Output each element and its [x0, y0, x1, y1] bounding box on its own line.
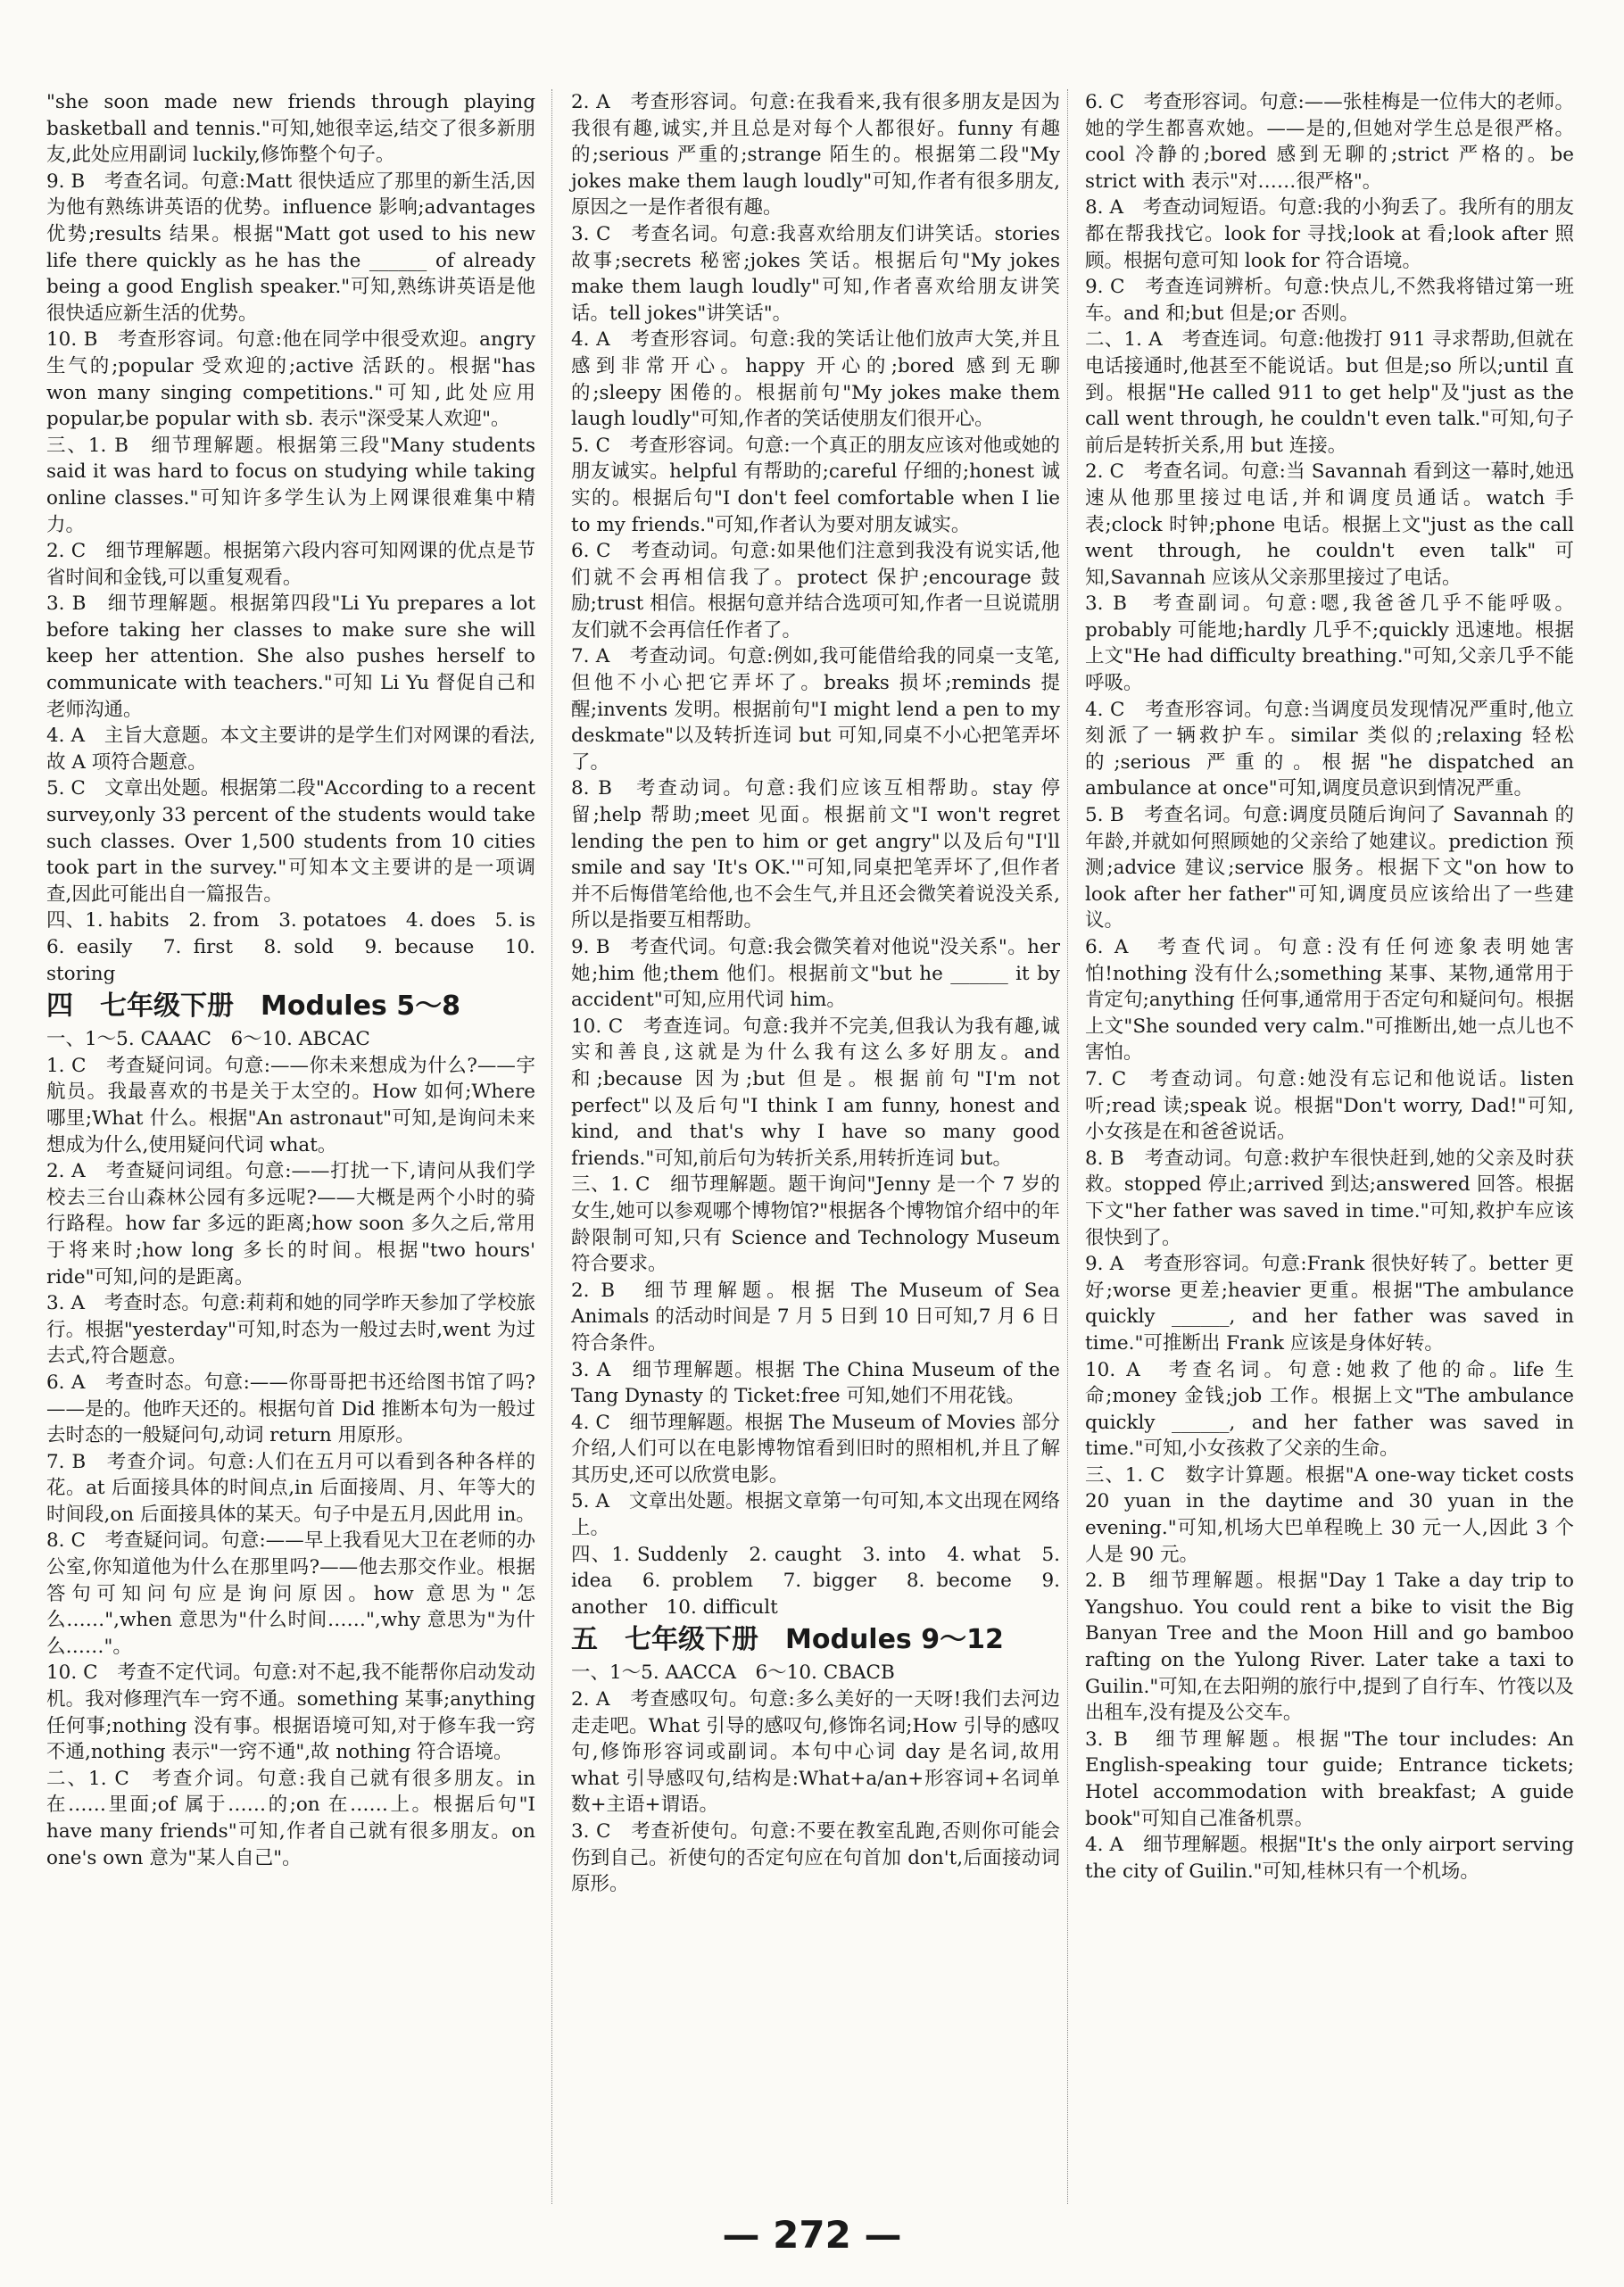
answer-item: 3. B 细节理解题。根据第四段"Li Yu prepares a lot before taking her classes to make sure she will keep her attention. She also pushes herself to communicate with teachers."可知 Li Yu 督促自己和老师沟通。 [46, 592, 535, 721]
answer-item: 三、1. C 细节理解题。题干询问"Jenny 是一个 7 岁的女生,她可以参观哪个博物馆?"根据各个博物馆介绍中的年龄限制可知,只有 Science and Technology Museum 符合要求。 [571, 1173, 1060, 1276]
column-divider [1067, 89, 1068, 2204]
column-right [1085, 89, 1574, 2204]
answer-item: 8. C 考查疑问词。句意:——早上我看见大卫在老师的办公室,你知道他为什么在那里吗?——他去那交作业。根据答句可知问句应是询问原因。how 意思为"怎么……",when 意思为"什么时间……",why 意思为"为什么……"。 [46, 1529, 535, 1658]
answer-item: 2. B 细节理解题。根据 The Museum of Sea Animals 的活动时间是 7 月 5 日到 10 日可知,7 月 6 日符合条件。 [571, 1279, 1060, 1355]
answer-item: 1. C 考查疑问词。句意:——你未来想成为什么?——宇航员。我最喜欢的书是关于太空的。How 如何;Where 哪里;What 什么。根据"An astronaut"可知,是询问未来想成为什么,使用疑问代词 what。 [46, 1054, 535, 1156]
answer-item: 3. C 考查祈使句。句意:不要在教室乱跑,否则你可能会伤到自己。祈使句的否定句应在句首加 don't,后面接动词原形。 [571, 1820, 1060, 1896]
answer-item: 一、1～5. AACCA 6～10. CBACB [571, 1661, 895, 1685]
answer-item: 7. C 考查动词。句意:她没有忘记和他说话。listen 听;read 读;speak 说。根据"Don't worry, Dad!"可知,小女孩是在和爸爸说话。 [1085, 1067, 1574, 1144]
answer-item: 10. A 考查名词。句意:她救了他的命。life 生命;money 金钱;job 工作。根据上文"The ambulance quickly ______, and her father was saved in time."可知,小女孩救了父亲的生命。 [1085, 1358, 1574, 1461]
answer-item: 8. B 考查动词。句意:我们应该互相帮助。stay 停留;help 帮助;meet 见面。根据前文"I won't regret lending the pen to him or get angry"以及后句"I'll smile and say 'It's OK.'"可知,同桌把笔弄坏了,但作者并不后悔借笔给他,也不会生气,并且还会微笑着说没关系,所以是指要互相帮助。 [571, 777, 1060, 932]
answer-item: 8. B 考查动词。句意:救护车很快赶到,她的父亲及时获救。stopped 停止;arrived 到达;answered 回答。根据下文"her father was saved in time."可知,救护车应该很快到了。 [1085, 1147, 1574, 1249]
answer-item: 2. A 考查形容词。句意:在我看来,我有很多朋友是因为我很有趣,诚实,并且总是对每个人都很好。funny 有趣的;serious 严重的;strange 陌生的。根据第二段"My jokes make them laugh loudly"可知,作者有很多朋友,原因之一是作者很有趣。 [571, 91, 1060, 220]
answer-item: 4. A 主旨大意题。本文主要讲的是学生们对网课的看法,故 A 项符合题意。 [46, 725, 535, 774]
answer-item: 9. B 考查代词。句意:我会微笑着对他说"没关系"。her 她;him 他;them 他们。根据前文"but he ______ it by accident"可知,应用代词 him。 [571, 936, 1060, 1012]
answer-item: 4. A 考查形容词。句意:我的笑话让他们放声大笑,并且感到非常开心。happy 开心的;bored 感到无聊的;sleepy 困倦的。根据前句"My jokes make them laugh loudly"可知,作者的笑话使朋友们很开心。 [571, 328, 1060, 431]
answer-item: 3. A 细节理解题。根据 The China Museum of the Tang Dynasty 的 Ticket:free 可知,她们不用花钱。 [571, 1358, 1060, 1408]
answer-item: 2. C 考查名词。句意:当 Savannah 看到这一幕时,她迅速从他那里接过电话,并和调度员通话。watch 手表;clock 时钟;phone 电话。根据上文"just as the call went through, he couldn't even talk"可知,Savannah 应该从父亲那里接过了电话。 [1085, 460, 1574, 589]
answer-item: 2. C 细节理解题。根据第六段内容可知网课的优点是节省时间和金钱,可以重复观看。 [46, 540, 535, 589]
answer-item: 4. C 细节理解题。根据 The Museum of Movies 部分介绍,人们可以在电影博物馆看到旧时的照相机,并且了解其历史,还可以欣赏电影。 [571, 1411, 1060, 1487]
answer-item: 四、1. habits 2. from 3. potatoes 4. does 5. is 6. easily 7. first 8. sold 9. because 10. storing [46, 909, 555, 985]
answer-item: 7. A 考查动词。句意:例如,我可能借给我的同桌一支笔,但他不小心把它弄坏了。breaks 损坏;reminds 提醒;invents 发明。根据前句"I might lend a pen to my deskmate"以及转折连词 but 可知,同桌不小心把笔弄坏了。 [571, 645, 1060, 774]
answer-item: 6. A 考查时态。句意:——你哥哥把书还给图书馆了吗?——是的。他昨天还的。根据句首 Did 推断本句为一般过去时态的一般疑问句,动词 return 用原形。 [46, 1371, 535, 1447]
answer-item: 9. C 考查连词辨析。句意:快点儿,不然我将错过第一班车。and 和;but 但是;or 否则。 [1085, 276, 1574, 325]
answer-item: "she soon made new friends through playing basketball and tennis."可知,她很幸运,结交了很多新朋友,此处应用副词 luckily,修饰整个句子。 [46, 91, 535, 167]
answer-item: 3. C 考查名词。句意:我喜欢给朋友们讲笑话。stories 故事;secrets 秘密;jokes 笑话。根据后句"My jokes make them laugh loudly"可知,作者喜欢给朋友讲笑话。tell jokes"讲笑话"。 [571, 222, 1060, 325]
answer-item: 10. C 考查不定代词。句意:对不起,我不能帮你启动发动机。我对修理汽车一窍不通。something 某事;anything 任何事;nothing 没有事。根据语境可知,对于修车我一窍不通,nothing 表示"一窍不通",故 nothing 符合语境。 [46, 1661, 535, 1764]
answer-item: 5. A 文章出处题。根据文章第一句可知,本文出现在网络上。 [571, 1490, 1060, 1540]
answer-item: 9. B 考查名词。句意:Matt 很快适应了那里的新生活,因为他有熟练讲英语的优势。influence 影响;advantages 优势;results 结果。根据"Matt got used to his new life there quickly as he has the ______ of already being a good English speaker."可知,熟练讲英语是他很快适应新生活的优势。 [46, 170, 535, 325]
answer-item: 4. A 细节理解题。根据"It's the only airport serving the city of Guilin."可知,桂林只有一个机场。 [1085, 1834, 1574, 1883]
answer-item: 三、1. B 细节理解题。根据第三段"Many students said it was hard to focus on studying while taking online classes."可知许多学生认为上网课很难集中精力。 [46, 434, 535, 536]
answer-item: 5. C 文章出处题。根据第二段"According to a recent survey,only 33 percent of the students would take such classes. Over 1,500 students from 10 cities took part in the survey."可知本文主要讲的是一项调查,因此可能出自一篇报告。 [46, 777, 535, 906]
answer-item: 7. B 考查介词。句意:人们在五月可以看到各种各样的花。at 后面接具体的时间点,in 后面接周、月、年等大的时间段,on 后面接具体的某天。句子中是五月,因此用 in。 [46, 1450, 535, 1526]
answer-item: 3. A 考查时态。句意:莉莉和她的同学昨天参加了学校旅行。根据"yesterday"可知,时态为一般过去时,went 为过去式,符合题意。 [46, 1292, 535, 1368]
answer-item: 10. B 考查形容词。句意:他在同学中很受欢迎。angry 生气的;popular 受欢迎的;active 活跃的。根据"has won many singing competitions."可知,此处应用 popular,be popular with sb. 表示"深受某人欢迎"。 [46, 328, 535, 431]
answer-item: 4. C 考查形容词。句意:当调度员发现情况严重时,他立刻派了一辆救护车。similar 类似的;relaxing 轻松的;serious 严重的。根据"he dispatched an ambulance at once"可知,调度员意识到情况严重。 [1085, 698, 1574, 800]
column-middle [571, 89, 1060, 2204]
answer-item: 2. A 考查感叹句。句意:多么美好的一天呀!我们去河边走走吧。What 引导的感叹句,修饰名词;How 引导的感叹句,修饰形容词或副词。本句中心词 day 是名词,故用 what 引导感叹句,结构是:What+a/an+形容词+名词单数+主语+谓语。 [571, 1688, 1060, 1817]
answer-item: 5. C 考查形容词。句意:一个真正的朋友应该对他或她的朋友诚实。helpful 有帮助的;careful 仔细的;honest 诚实的。根据后句"I don't feel comfortable when I lie to my friends."可知,作者认为要对朋友诚实。 [571, 434, 1060, 536]
answer-item: 6. C 考查动词。句意:如果他们注意到我没有说实话,他们就不会再相信我了。protect 保护;encourage 鼓励;trust 相信。根据句意并结合选项可知,作者一旦说谎朋友们就不会再信任作者了。 [571, 540, 1060, 642]
answer-item: 10. C 考查连词。句意:我并不完美,但我认为我有趣,诚实和善良,这就是为什么我有这么多好朋友。and 和;because 因为;but 但是。根据前句"I'm not perfect"以及后句"I think I am funny, honest and kind, and that's why I have so many good friends."可知,前后句为转折关系,用转折连词 but。 [571, 1015, 1060, 1170]
column-left [46, 89, 555, 2204]
answer-item: 2. B 细节理解题。根据"Day 1 Take a day trip to Yangshuo. You could rent a bike to visit the Big Banyan Tree and the Moon Hill and go bamboo rafting on the Yulong River. Later take a taxi to Guilin."可知,在去阳朔的旅行中,提到了自行车、竹筏以及出租车,没有提及公交车。 [1085, 1570, 1574, 1725]
page-number: — 272 — [722, 2213, 902, 2257]
column-divider [551, 89, 552, 2204]
answer-item: 三、1. C 数字计算题。根据"A one-way ticket costs 20 yuan in the daytime and 30 yuan in the evening."可知,机场大巴单程晚上 30 元一人,因此 3 个人是 90 元。 [1085, 1463, 1574, 1566]
answer-item: 9. A 考查形容词。句意:Frank 很快好转了。better 更好;worse 更差;heavier 更重。根据"The ambulance quickly ______, and her father was saved in time."可推断出 Frank 应该是身体好转。 [1085, 1253, 1574, 1355]
section-heading: 四 七年级下册 Modules 5～8 [46, 990, 460, 1023]
answer-item: 四、1. Suddenly 2. caught 3. into 4. what 5. idea 6. problem 7. bigger 8. become 9. another 10. difficult [571, 1543, 1060, 1619]
answer-item: 3. B 细节理解题。根据"The tour includes: An English-speaking tour guide; Entrance tickets; Hotel accommodation with breakfast; A guide book"可知自己准备机票。 [1085, 1728, 1574, 1830]
answer-item: 6. C 考查形容词。句意:——张桂梅是一位伟大的老师。她的学生都喜欢她。——是的,但她对学生总是很严格。cool 冷静的;bored 感到无聊的;strict 严格的。be strict with 表示"对……很严格"。 [1085, 91, 1574, 193]
answer-item: 二、1. C 考查介词。句意:我自己就有很多朋友。in 在……里面;of 属于……的;on 在……上。根据后句"I have many friends"可知,作者自己就有很多朋友。on one's own 意为"某人自己"。 [46, 1767, 535, 1869]
answer-item: 6. A 考查代词。句意:没有任何迹象表明她害怕!nothing 没有什么;something 某事、某物,通常用于肯定句;anything 任何事,通常用于否定句和疑问句。根据上文"She sounded very calm."可推断出,她一点儿也不害怕。 [1085, 936, 1574, 1065]
answer-item: 3. B 考查副词。句意:嗯,我爸爸几乎不能呼吸。probably 可能地;hardly 几乎不;quickly 迅速地。根据上文"He had difficulty breathing."可知,父亲几乎不能呼吸。 [1085, 592, 1574, 695]
answer-item: 8. A 考查动词短语。句意:我的小狗丢了。我所有的朋友都在帮我找它。look for 寻找;look at 看;look after 照顾。根据句意可知 look for 符合语境。 [1085, 196, 1574, 272]
answer-item: 2. A 考查疑问词组。句意:——打扰一下,请问从我们学校去三台山森林公园有多远呢?——大概是两个小时的骑行路程。how far 多远的距离;how soon 多久之后,常用于将来时;how long 多长的时间。根据"two hours' ride"可知,问的是距离。 [46, 1160, 535, 1289]
answer-item: 一、1～5. CAAAC 6～10. ABCAC [46, 1028, 370, 1051]
section-heading: 五 七年级下册 Modules 9～12 [571, 1624, 1004, 1656]
answer-item: 二、1. A 考查连词。句意:他拨打 911 寻求帮助,但就在电话接通时,他甚至不能说话。but 但是;so 所以;until 直到。根据"He called 911 to get help"及"just as the call went through, he couldn't even talk."可知,句子前后是转折关系,用 but 连接。 [1085, 328, 1574, 457]
answer-item: 5. B 考查名词。句意:调度员随后询问了 Savannah 的年龄,并就如何照顾她的父亲给了她建议。prediction 预测;advice 建议;service 服务。根据下文"on how to look after her father"可知,调度员应该给出了一些建议。 [1085, 804, 1574, 932]
